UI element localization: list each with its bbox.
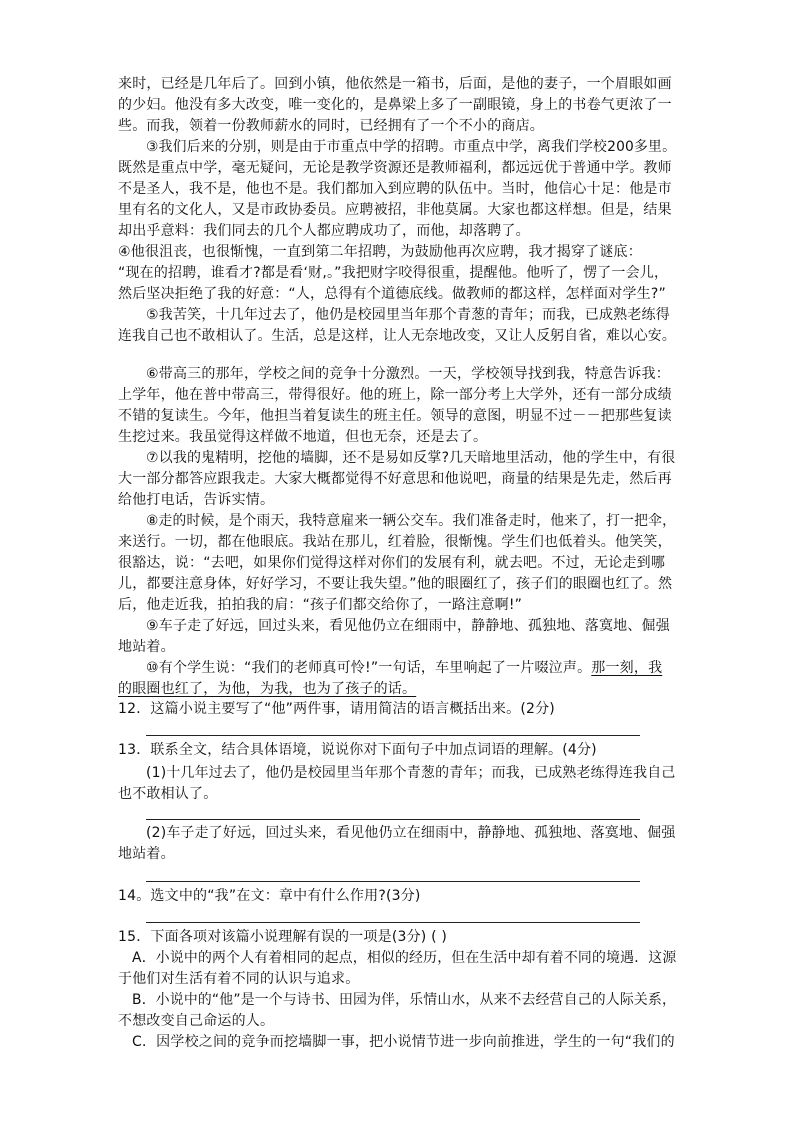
- text-line: 生挖过来。我虽觉得这样做不地道，但也无奈，还是去了。: [118, 429, 488, 445]
- text-line: 却出乎意料：我们同去的几个人都应聘成功了，而他，却落聘了。: [118, 223, 530, 239]
- text-line: [146, 658, 662, 678]
- text-line: 也不敢相认了。: [118, 786, 218, 802]
- text-line: ③我们后来的分别，则是由于市重点中学的招聘。市重点中学，离我们学校200多里。: [146, 139, 677, 155]
- text-line: ⑨车子走了好远，回过头来，看见他仍立在细雨中，静静地、孤独地、落寞地、倔强: [146, 618, 670, 634]
- text-line: 不错的复读生。今年，他担当着复读生的班主任。领导的意图，明显不过－－把那些复读: [118, 408, 672, 424]
- text-line: 连我自己也不敢相认了。生活，总是这样，让人无奈地改变，又让人反躬自省，难以心安。: [118, 328, 676, 344]
- text-line: 里有名的文化人，又是市政协委员。应聘被招，非他莫属。大家也都这样想。但是，结果: [118, 202, 672, 218]
- option-a: A．小说中的两个人有着相同的起点，相似的经历，但在生活中却有着不同的境遇．这源: [132, 950, 677, 966]
- text-line: 大一部分都答应跟我走。大家大概都觉得不好意思和他说吧，商量的结果是先走，然后再: [118, 471, 672, 487]
- answer-line[interactable]: [146, 735, 640, 736]
- option-b: B．小说中的“他”是一个与诗书、田园为伴，乐情山水，从来不去经营自己的人际关系，: [132, 992, 677, 1008]
- text-line: 地站着。: [118, 846, 175, 862]
- text-line: 来时，已经是几年后了。回到小镇，他依然是一箱书，后面，是他的妻子，一个眉眼如画: [118, 76, 672, 92]
- text-line: ⑥带高三的那年，学校之间的竞争十分激烈。一天，学校领导找到我，特意告诉我：: [146, 366, 670, 382]
- question-13: 13．联系全文，结合具体语境，说说你对下面句子中加点词语的理解。(4分): [118, 742, 597, 758]
- question-12: 12．这篇小说主要写了“他”两件事，请用简洁的语言概括出来。(2分): [118, 701, 555, 717]
- text-line: 地站着。: [118, 639, 175, 655]
- text-line: 不是圣人，我不是，他也不是。我们都加入到应聘的队伍中。当时，他信心十足：他是市: [118, 181, 672, 197]
- answer-line[interactable]: [146, 819, 640, 820]
- text-line: 很豁达，说：“去吧，如果你们觉得这样对你们的发展有利，就去吧。不过，无论走到哪: [118, 555, 666, 571]
- text-line: 既然是重点中学，毫无疑问，无论是教学资源还是教师福利，都远远优于普通中学。教师: [118, 160, 672, 176]
- text-line: 后，他走近我，拍拍我的肩：“孩子们都交给你了，一路注意啊!”: [118, 597, 523, 613]
- text-line: (1)十几年过去了，他仍是校园里当年那个青葱的青年；而我，已成熟老练得连我自己: [146, 765, 676, 781]
- text-line: “现在的招聘，谁看才?都是看‘财,。”我把财字咬得很重，提醒他。他听了，愣了一会儿，: [118, 265, 669, 281]
- text-line: 些。而我，领着一份教师薪水的同时，已经拥有了一个不小的商店。: [118, 118, 544, 134]
- answer-line[interactable]: [146, 881, 640, 882]
- text-line: [118, 679, 416, 699]
- underlined-sentence: 那一刻，我: [591, 660, 663, 676]
- text-line: ⑦以我的鬼精明，挖他的墙脚，还不是易如反掌?几天暗地里活动，他的学生中，有很: [146, 450, 676, 466]
- plain-text: ⑩有个学生说：“我们的老师真可怜!”一句话，车里响起了一片啜泣声。: [146, 660, 592, 676]
- text-line: 然后坚决拒绝了我的好意：“人，总得有个道德底线。做教师的都这样，怎样面对学生?”: [118, 286, 666, 302]
- text-line: ⑤我苦笑，十几年过去了，他仍是校园里当年那个青葱的青年；而我，已成熟老练得: [146, 307, 670, 323]
- text-line: 给他打电话，告诉实情。: [118, 492, 275, 508]
- question-15: 15．下面各项对该篇小说理解有误的一项是(3分) ( ): [118, 929, 448, 945]
- text-line: 儿，都要注意身体，好好学习，不要让我失望。”他的眼圈红了，孩子们的眼圈也红了。然: [118, 576, 673, 592]
- text-line: (2)车子走了好远，回过头来，看见他仍立在细雨中，静静地、孤独地、落寞地、倔强: [146, 825, 676, 841]
- option-b-cont: 不想改变自己命运的人。: [118, 1013, 275, 1029]
- answer-line[interactable]: [146, 922, 640, 923]
- option-a-cont: 于他们对生活有着不同的认识与追求。: [118, 971, 360, 987]
- text-line: ⑧走的时候，是个雨天，我特意雇来一辆公交车。我们准备走时，他来了，打一把伞，: [146, 513, 677, 529]
- underlined-sentence: 的眼圈也红了，为他，为我，也为了孩子的话。: [118, 681, 417, 697]
- question-14: 14。选文中的“我”在文：章中有什么作用?(3分): [118, 888, 421, 904]
- text-line: 来送行。一切，都在他眼底。我站在那儿，红着脸，很惭愧。学生们也低着头。他笑笑，: [118, 534, 672, 550]
- text-line: ④他很沮丧，也很惭愧，一直到第二年招聘，为鼓励他再次应聘，我才揭穿了谜底：: [118, 244, 642, 260]
- text-line: 的少妇。他没有多大改变，唯一变化的，是鼻梁上多了一副眼镜，身上的书卷气更浓了一: [118, 97, 672, 113]
- text-line: 上学年，他在普中带高三，带得很好。他的班上，除一部分考上大学外，还有一部分成绩: [118, 387, 672, 403]
- option-c: C．因学校之间的竞争而挖墙脚一事，把小说情节进一步向前推进，学生的一句“我们的: [132, 1034, 675, 1050]
